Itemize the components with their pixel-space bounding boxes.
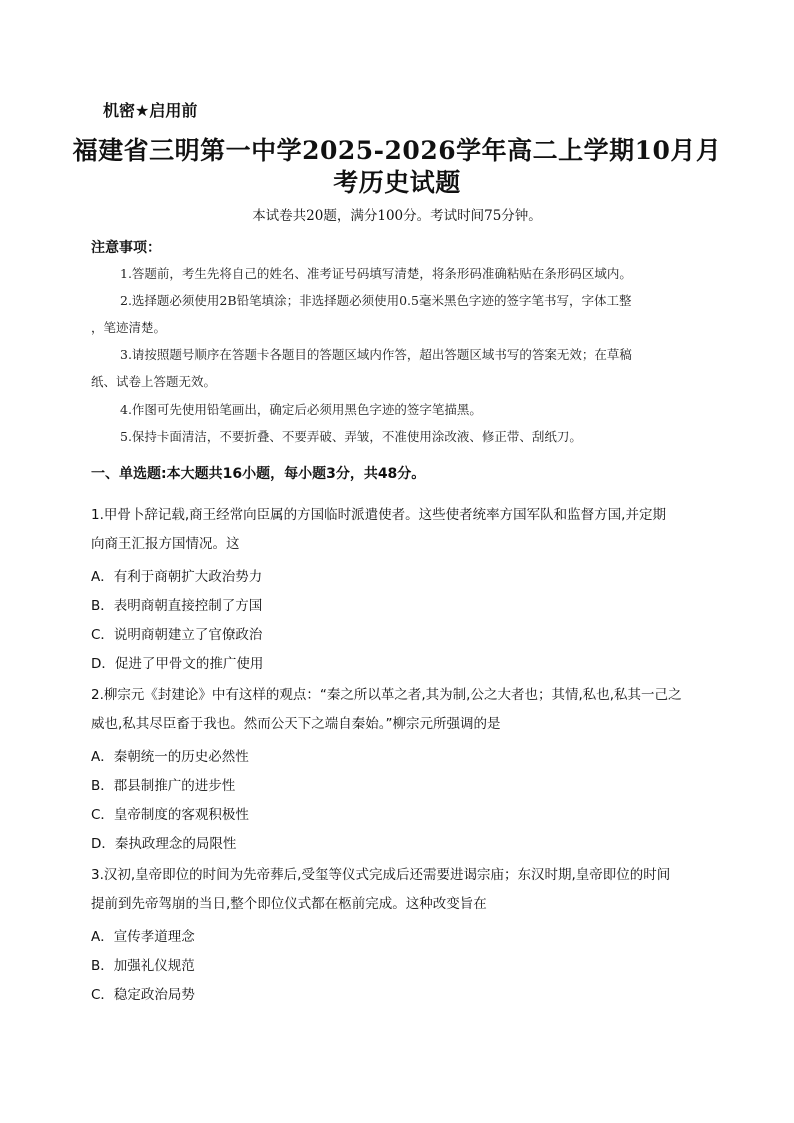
question-1-option-c: C．说明商朝建立了官僚政治 <box>91 627 263 643</box>
notice-text: ，笔迹清楚。 <box>91 320 167 335</box>
notice-item-4 <box>91 396 703 423</box>
secret-mark: 机密★启用前 <box>103 101 198 120</box>
question-1-option-d: D．促进了甲骨文的推广使用 <box>91 656 264 672</box>
question-stem: 1.甲骨卜辞记载,商王经常向臣属的方国临时派遣使者。这些使者统率方国军队和监督方国,并定期 <box>91 507 666 523</box>
question-1 <box>91 501 703 559</box>
question-stem: 3.汉初,皇帝即位的时间为先帝葬后,受玺等仪式完成后还需要进谒宗庙；东汉时期,皇帝即位的时间 <box>91 867 671 883</box>
section-title: 一、单选题:本大题共16小题，每小题3分，共48分。 <box>91 466 426 482</box>
notice-item-1 <box>91 260 703 287</box>
exam-title-line1: 福建省三明第一中学2025-2026学年高二上学期10月月 <box>72 136 722 165</box>
question-stem: 威也,私其尽臣畜于我也。然而公天下之端自秦始。”柳宗元所强调的是 <box>91 716 501 732</box>
question-3-option-c: C．稳定政治局势 <box>91 987 195 1003</box>
question-2-option-a: A．秦朝统一的历史必然性 <box>91 749 249 765</box>
question-stem: 提前到先帝驾崩的当日,整个即位仪式都在柩前完成。这种改变旨在 <box>91 896 487 912</box>
question-3-option-b: B．加强礼仪规范 <box>91 958 195 974</box>
notice-text: 纸、试卷上答题无效。 <box>91 374 217 389</box>
notice-heading: 注意事项： <box>91 240 161 256</box>
question-2 <box>91 681 703 739</box>
question-stem: 向商王汇报方国情况。这 <box>91 536 240 552</box>
notice-item-2 <box>91 287 703 341</box>
question-stem: 2.柳宗元《封建论》中有这样的观点：“秦之所以革之者,其为制,公之大者也；其情,私也,私其一己之 <box>91 687 682 703</box>
question-3-option-a: A．宣传孝道理念 <box>91 929 195 945</box>
notice-text: 3.请按照题号顺序在答题卡各题目的答题区域内作答，超出答题区域书写的答案无效；在草稿 <box>120 347 632 362</box>
notice-text: 4.作图可先使用铅笔画出，确定后必须用黑色字迹的签字笔描黑。 <box>120 402 482 417</box>
exam-intro: 本试卷共20题，满分100分。考试时间75分钟。 <box>252 208 542 224</box>
notice-text: 2.选择题必须使用2B铅笔填涂；非选择题必须使用0.5毫米黑色字迹的签字笔书写，字体工整 <box>120 293 632 308</box>
question-3 <box>91 861 703 919</box>
notice-text: 5.保持卡面清洁，不要折叠、不要弄破、弄皱，不准使用涂改液、修正带、刮纸刀。 <box>120 429 582 444</box>
question-2-option-b: B．郡县制推广的进步性 <box>91 778 236 794</box>
question-2-option-d: D．秦执政理念的局限性 <box>91 836 237 852</box>
notice-text: 1.答题前，考生先将自己的姓名、准考证号码填写清楚，将条形码准确粘贴在条形码区域内。 <box>120 266 632 281</box>
question-1-option-b: B．表明商朝直接控制了方国 <box>91 598 263 614</box>
question-1-option-a: A．有利于商朝扩大政治势力 <box>91 569 263 585</box>
question-2-option-c: C．皇帝制度的客观积极性 <box>91 807 249 823</box>
notice-item-3 <box>91 341 703 395</box>
notice-item-5 <box>91 423 703 450</box>
exam-title-line2: 考历史试题 <box>333 168 461 197</box>
